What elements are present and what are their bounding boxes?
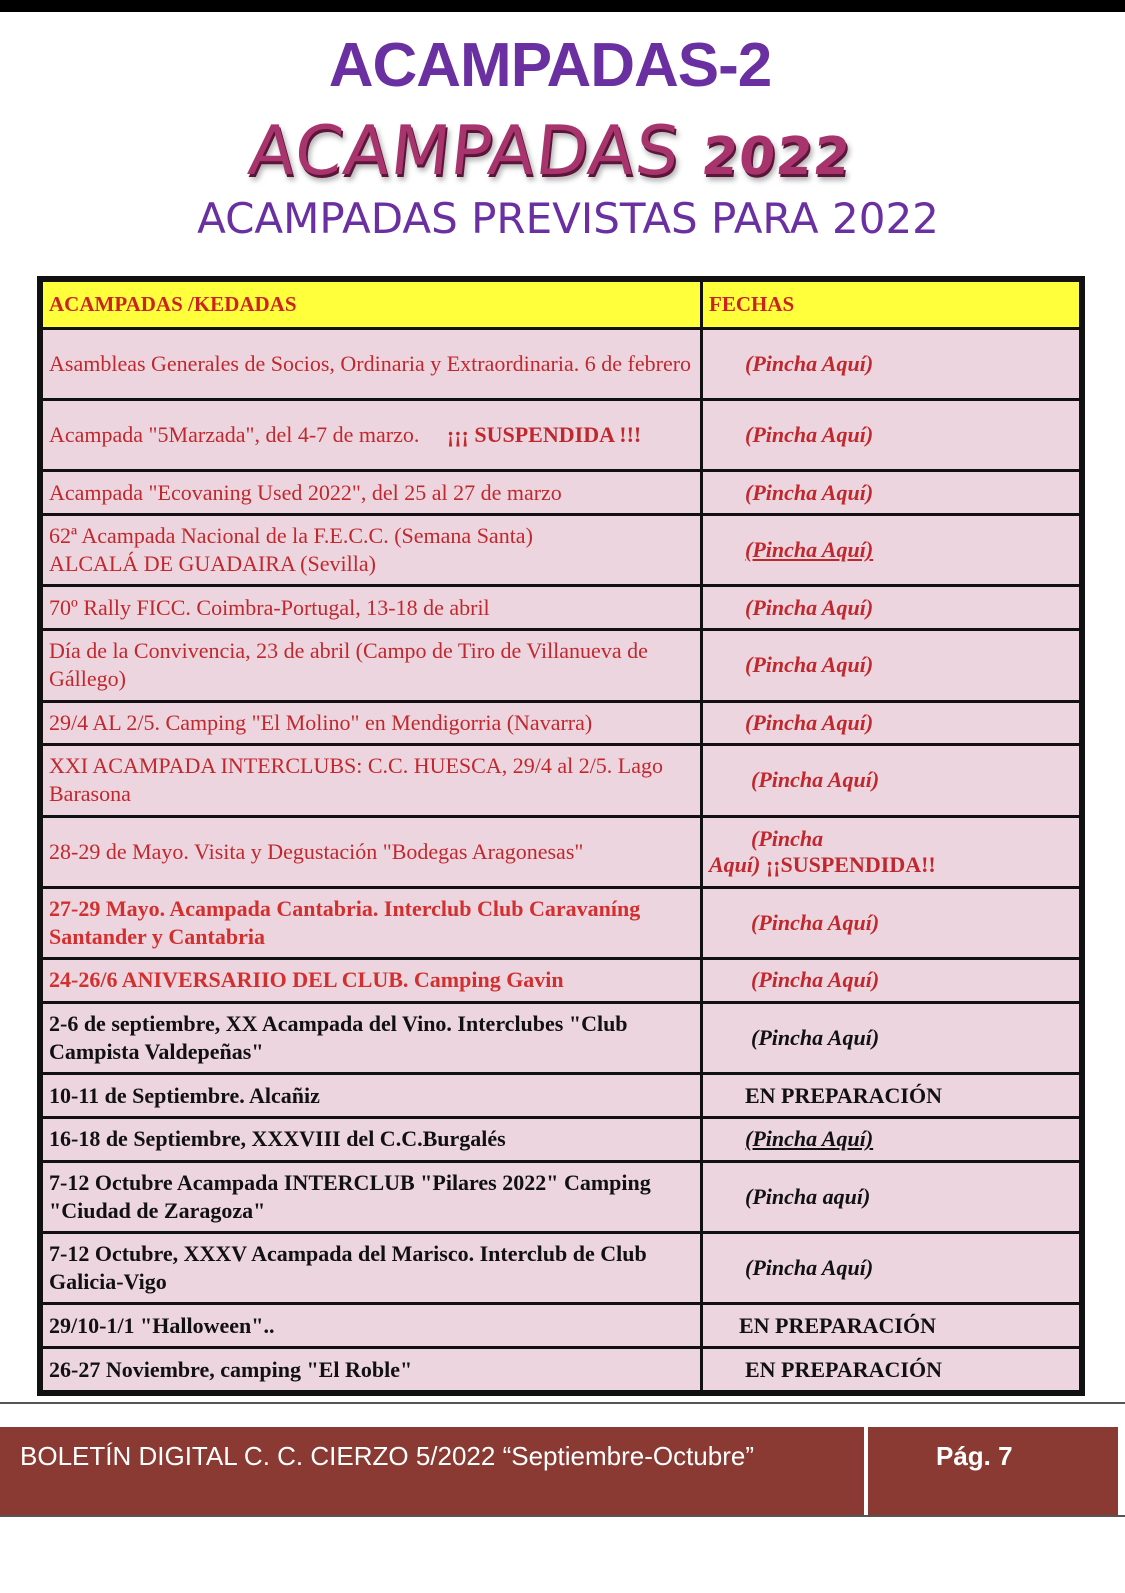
event-cell: 7-12 Octubre, XXXV Acampada del Marisco. Interclub de Club Galicia-Vigo xyxy=(43,1234,700,1302)
footer-divider xyxy=(0,1402,1125,1404)
pincha-aqui-link-cont[interactable]: Aquí) xyxy=(709,851,761,877)
col-header-events: ACAMPADAS /KEDADAS xyxy=(43,282,700,327)
event-cell: Día de la Convivencia, 23 de abril (Campo de Tiro de Villanueva de Gállego) xyxy=(43,631,700,699)
event-cell: 10-11 de Septiembre. Alcañiz xyxy=(43,1075,700,1116)
table-row xyxy=(43,1305,1079,1346)
table-row xyxy=(43,1004,1079,1072)
event-cell xyxy=(43,516,700,584)
pincha-aqui-link[interactable]: (Pincha Aquí) xyxy=(745,652,874,678)
event-cell: 29/10-1/1 "Halloween".. xyxy=(43,1305,700,1346)
event-cell xyxy=(43,401,700,469)
event-cell: 24-26/6 ANIVERSARIIO DEL CLUB. Camping Gavin xyxy=(43,960,700,1001)
event-cell: 28-29 de Mayo. Visita y Degustación "Bodegas Aragonesas" xyxy=(43,818,700,886)
pincha-aqui-link[interactable]: (Pincha Aquí) xyxy=(745,709,874,735)
table-row xyxy=(43,401,1079,469)
table-row xyxy=(43,818,1079,886)
pincha-aqui-link[interactable]: (Pincha Aquí) xyxy=(745,1126,874,1152)
event-cell: Acampada "Ecovaning Used 2022", del 25 al 27 de marzo xyxy=(43,472,700,513)
pincha-aqui-link[interactable]: (Pincha Aquí) xyxy=(745,422,874,448)
table-row xyxy=(43,889,1079,957)
suspended-note: ¡¡¡ SUSPENDIDA !!! xyxy=(446,422,642,448)
page-footer xyxy=(0,1427,1118,1515)
suspended-note: ¡¡SUSPENDIDA!! xyxy=(765,851,936,877)
pincha-aqui-link[interactable]: (Pincha aquí) xyxy=(745,1183,871,1209)
event-cell: 27-29 Mayo. Acampada Cantabria. Interclub Club Caravaníng Santander y Cantabria xyxy=(43,889,700,957)
event-cell: 29/4 AL 2/5. Camping "El Molino" en Mendigorria (Navarra) xyxy=(43,703,700,744)
event-text: 62ª Acampada Nacional de la F.E.C.C. (Semana Santa) xyxy=(49,523,533,549)
section-heading: ACAMPADAS PREVISTAS PARA 2022 xyxy=(197,194,939,243)
col-header-dates: FECHAS xyxy=(703,282,1079,327)
table-row xyxy=(43,1075,1079,1116)
page-title: ACAMPADAS-2 xyxy=(328,31,772,100)
pincha-aqui-link[interactable]: (Pincha Aquí) xyxy=(751,1025,880,1051)
table-header-row xyxy=(43,282,1079,327)
table-row xyxy=(43,1163,1079,1231)
subtitle-text: ACAMPADAS xyxy=(244,112,684,191)
subtitle-year: 2022 xyxy=(698,127,854,187)
top-border xyxy=(0,0,1125,12)
pincha-aqui-link[interactable]: (Pincha Aquí) xyxy=(745,594,874,620)
footer-bottom-divider xyxy=(0,1515,1125,1517)
event-cell: Asambleas Generales de Socios, Ordinaria y Extraordinaria. 6 de febrero xyxy=(43,330,700,398)
table-row xyxy=(43,960,1079,1001)
event-text-line2: ALCALÁ DE GUADAIRA (Sevilla) xyxy=(49,551,376,577)
pincha-aqui-link[interactable]: (Pincha Aquí) xyxy=(751,909,880,935)
pincha-aqui-link[interactable]: (Pincha Aquí) xyxy=(745,1255,874,1281)
event-cell: 2-6 de septiembre, XX Acampada del Vino. Interclubes "Club Campista Valdepeñas" xyxy=(43,1004,700,1072)
table-row xyxy=(43,1349,1079,1390)
table-row xyxy=(43,1119,1079,1160)
table-row xyxy=(43,330,1079,398)
table-row xyxy=(43,516,1079,584)
table-row xyxy=(43,703,1079,744)
event-text: Acampada "5Marzada", del 4-7 de marzo. xyxy=(49,422,420,448)
status-text: EN PREPARACIÓN xyxy=(745,1356,942,1382)
table-row xyxy=(43,746,1079,814)
events-table xyxy=(37,276,1085,1396)
status-text: EN PREPARACIÓN xyxy=(739,1312,936,1338)
event-cell: 16-18 de Septiembre, XXXVIII del C.C.Burgalés xyxy=(43,1119,700,1160)
table-row xyxy=(43,587,1079,628)
page-subtitle-decorative xyxy=(0,112,1104,191)
pincha-aqui-link[interactable]: (Pincha xyxy=(751,825,824,851)
pincha-aqui-link[interactable]: (Pincha Aquí) xyxy=(751,767,880,793)
event-cell: XXI ACAMPADA INTERCLUBS: C.C. HUESCA, 29/4 al 2/5. Lago Barasona xyxy=(43,746,700,814)
pincha-aqui-link[interactable]: (Pincha Aquí) xyxy=(745,537,874,563)
event-cell: 7-12 Octubre Acampada INTERCLUB "Pilares 2022" Camping "Ciudad de Zaragoza" xyxy=(43,1163,700,1231)
pincha-aqui-link[interactable]: (Pincha Aquí) xyxy=(751,967,880,993)
page-number: Pág. 7 xyxy=(936,1441,1013,1471)
pincha-aqui-link[interactable]: (Pincha Aquí) xyxy=(745,350,874,376)
table-row xyxy=(43,472,1079,513)
pincha-aqui-link[interactable]: (Pincha Aquí) xyxy=(745,479,874,505)
table-row xyxy=(43,1234,1079,1302)
status-text: EN PREPARACIÓN xyxy=(745,1082,942,1108)
event-cell: 26-27 Noviembre, camping "El Roble" xyxy=(43,1349,700,1390)
footer-bulletin-title: BOLETÍN DIGITAL C. C. CIERZO 5/2022 “Septiembre-Octubre” xyxy=(0,1427,868,1515)
table-row xyxy=(43,631,1079,699)
event-cell: 70º Rally FICC. Coimbra-Portugal, 13-18 de abril xyxy=(43,587,700,628)
